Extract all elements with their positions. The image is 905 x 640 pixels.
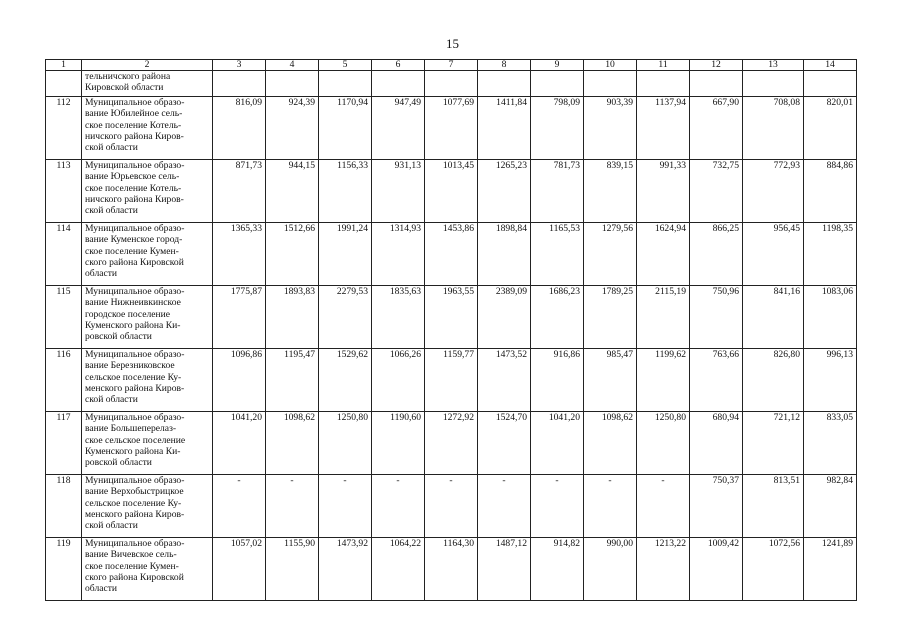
value-cell: -	[637, 475, 690, 538]
municipality-name-line: вание Куменское город-	[85, 234, 183, 246]
value-cell: 798,09	[531, 97, 584, 160]
value-cell: 1487,12	[478, 538, 531, 601]
municipality-name-line: вание Верхобыстрицкое	[85, 486, 184, 498]
municipality-name-line: вание Вичевское сель-	[85, 549, 177, 561]
value-cell: 1898,84	[478, 223, 531, 286]
value-cell: 1963,55	[425, 286, 478, 349]
value-cell: 841,16	[743, 286, 804, 349]
value-cell: 871,73	[213, 160, 266, 223]
value-cell	[743, 71, 804, 97]
municipality-name-line: области	[85, 268, 118, 280]
column-header: 14	[804, 60, 857, 71]
value-cell: 772,93	[743, 160, 804, 223]
value-cell: 1789,25	[584, 286, 637, 349]
municipality-name	[82, 223, 213, 286]
value-cell: 826,80	[743, 349, 804, 412]
row-number: 115	[46, 286, 82, 349]
municipality-name-line: Куменского района Ки-	[85, 445, 181, 457]
value-cell: 781,73	[531, 160, 584, 223]
column-header: 12	[690, 60, 743, 71]
value-cell: 1893,83	[266, 286, 319, 349]
value-cell: 1473,92	[319, 538, 372, 601]
value-cell: 956,45	[743, 223, 804, 286]
value-cell: 763,66	[690, 349, 743, 412]
row-number: 114	[46, 223, 82, 286]
table-row	[46, 160, 857, 223]
column-header: 11	[637, 60, 690, 71]
value-cell: 1165,53	[531, 223, 584, 286]
value-cell	[319, 71, 372, 97]
value-cell: 820,01	[804, 97, 857, 160]
value-cell: 916,86	[531, 349, 584, 412]
value-cell: 1529,62	[319, 349, 372, 412]
value-cell: 1411,84	[478, 97, 531, 160]
value-cell: 1453,86	[425, 223, 478, 286]
value-cell: 1524,70	[478, 412, 531, 475]
municipality-name-line: ское сельское поселение	[85, 434, 186, 446]
municipality-name-line: ское поселение Кумен-	[85, 560, 179, 572]
column-header: 6	[372, 60, 425, 71]
municipality-name-line: вание Юрьевское сель-	[85, 171, 180, 183]
row-number: 112	[46, 97, 82, 160]
value-cell: 813,51	[743, 475, 804, 538]
value-cell: 1314,93	[372, 223, 425, 286]
municipality-name-line: Муниципальное образо-	[85, 286, 185, 297]
value-cell: 1064,22	[372, 538, 425, 601]
column-header: 4	[266, 60, 319, 71]
value-cell: -	[531, 475, 584, 538]
municipality-name-line: городское поселение	[85, 308, 171, 320]
value-cell: 985,47	[584, 349, 637, 412]
table-row	[46, 412, 857, 475]
table-row	[46, 71, 857, 97]
value-cell	[478, 71, 531, 97]
municipality-name	[82, 71, 213, 97]
value-cell: 944,15	[266, 160, 319, 223]
row-number: 113	[46, 160, 82, 223]
value-cell: 680,94	[690, 412, 743, 475]
value-cell: -	[425, 475, 478, 538]
value-cell: 833,05	[804, 412, 857, 475]
municipality-name-line: ского района Кировской	[85, 571, 184, 583]
value-cell: 1512,66	[266, 223, 319, 286]
table-row	[46, 475, 857, 538]
value-cell: 1272,92	[425, 412, 478, 475]
column-header: 13	[743, 60, 804, 71]
value-cell: 667,90	[690, 97, 743, 160]
value-cell: 1077,69	[425, 97, 478, 160]
column-header: 5	[319, 60, 372, 71]
value-cell	[425, 71, 478, 97]
value-cell: 1096,86	[213, 349, 266, 412]
value-cell	[804, 71, 857, 97]
value-cell: 866,25	[690, 223, 743, 286]
municipality-name-line: ничского района Киров-	[85, 130, 184, 142]
municipality-name-line: Муниципальное образо-	[85, 475, 185, 486]
municipality-name-line: Муниципальное образо-	[85, 349, 185, 360]
table-row	[46, 223, 857, 286]
municipality-name-line: Муниципальное образо-	[85, 97, 185, 108]
value-cell: 1775,87	[213, 286, 266, 349]
municipality-name-line: ское поселение Котель-	[85, 119, 182, 131]
value-cell	[531, 71, 584, 97]
municipality-name-line: ской области	[85, 142, 138, 154]
value-cell	[690, 71, 743, 97]
municipality-name-line: ской области	[85, 520, 138, 532]
value-cell: 1195,47	[266, 349, 319, 412]
value-cell: 1365,33	[213, 223, 266, 286]
value-cell: 708,08	[743, 97, 804, 160]
value-cell: 1083,06	[804, 286, 857, 349]
value-cell: 1057,02	[213, 538, 266, 601]
value-cell: 750,37	[690, 475, 743, 538]
row-number: 116	[46, 349, 82, 412]
value-cell: 924,39	[266, 97, 319, 160]
value-cell: 1686,23	[531, 286, 584, 349]
municipality-name-line: менского района Киров-	[85, 508, 185, 520]
municipality-name-line: Муниципальное образо-	[85, 538, 185, 549]
municipality-name	[82, 412, 213, 475]
value-cell: 1098,62	[584, 412, 637, 475]
municipality-name	[82, 349, 213, 412]
value-cell	[213, 71, 266, 97]
value-cell: -	[266, 475, 319, 538]
value-cell: 839,15	[584, 160, 637, 223]
municipality-name	[82, 97, 213, 160]
value-cell: -	[319, 475, 372, 538]
municipality-name	[82, 286, 213, 349]
row-number: 117	[46, 412, 82, 475]
municipality-name-line: ское поселение Котель-	[85, 182, 182, 194]
table-row	[46, 349, 857, 412]
value-cell: 1991,24	[319, 223, 372, 286]
column-header: 8	[478, 60, 531, 71]
value-cell: 903,39	[584, 97, 637, 160]
value-cell: 1013,45	[425, 160, 478, 223]
value-cell: 1041,20	[531, 412, 584, 475]
municipality-name-line: тельничского района	[85, 71, 171, 82]
value-cell: 2389,09	[478, 286, 531, 349]
municipality-name-line: ского района Кировской	[85, 256, 184, 268]
column-header: 1	[46, 60, 82, 71]
municipality-name-line: менского района Киров-	[85, 382, 185, 394]
page-number: 15	[446, 36, 459, 51]
value-cell: 991,33	[637, 160, 690, 223]
value-cell: 1072,56	[743, 538, 804, 601]
value-cell	[372, 71, 425, 97]
table-row	[46, 538, 857, 601]
municipality-name-line: сельское поселение Ку-	[85, 497, 182, 509]
value-cell: 1137,94	[637, 97, 690, 160]
value-cell: 1170,94	[319, 97, 372, 160]
value-cell: 1250,80	[319, 412, 372, 475]
municipality-name-line: ничского района Киров-	[85, 193, 184, 205]
value-cell: 1009,42	[690, 538, 743, 601]
tariff-table	[45, 59, 857, 601]
value-cell: 1098,62	[266, 412, 319, 475]
value-cell: 2115,19	[637, 286, 690, 349]
value-cell: 816,09	[213, 97, 266, 160]
value-cell	[637, 71, 690, 97]
value-cell: 996,13	[804, 349, 857, 412]
municipality-name-line: вание Нижнеивкинское	[85, 297, 181, 309]
value-cell: 732,75	[690, 160, 743, 223]
value-cell: -	[478, 475, 531, 538]
value-cell: -	[372, 475, 425, 538]
row-number	[46, 71, 82, 97]
municipality-name-line: ской области	[85, 394, 138, 406]
municipality-name-line: ское поселение Кумен-	[85, 245, 179, 257]
municipality-name-line: Муниципальное образо-	[85, 412, 185, 423]
value-cell: 1241,89	[804, 538, 857, 601]
value-cell: 1624,94	[637, 223, 690, 286]
value-cell: 1164,30	[425, 538, 478, 601]
table-row	[46, 97, 857, 160]
value-cell: 1190,60	[372, 412, 425, 475]
value-cell	[266, 71, 319, 97]
value-cell: 1199,62	[637, 349, 690, 412]
value-cell: 1159,77	[425, 349, 478, 412]
value-cell: 1213,22	[637, 538, 690, 601]
value-cell: 1279,56	[584, 223, 637, 286]
column-header: 9	[531, 60, 584, 71]
municipality-name-line: ской области	[85, 205, 138, 217]
value-cell: 982,84	[804, 475, 857, 538]
municipality-name	[82, 160, 213, 223]
value-cell: 721,12	[743, 412, 804, 475]
value-cell: 1835,63	[372, 286, 425, 349]
value-cell: 1473,52	[478, 349, 531, 412]
value-cell: 2279,53	[319, 286, 372, 349]
municipality-name	[82, 475, 213, 538]
column-header: 2	[82, 60, 213, 71]
column-header: 10	[584, 60, 637, 71]
value-cell: 750,96	[690, 286, 743, 349]
value-cell: 1066,26	[372, 349, 425, 412]
value-cell: 1041,20	[213, 412, 266, 475]
municipality-name-line: вание Большеперелаз-	[85, 423, 177, 435]
value-cell: 947,49	[372, 97, 425, 160]
value-cell: 990,00	[584, 538, 637, 601]
value-cell: -	[213, 475, 266, 538]
municipality-name-line: Куменского района Ки-	[85, 319, 181, 331]
value-cell: 914,82	[531, 538, 584, 601]
municipality-name-line: ровской области	[85, 457, 152, 469]
value-cell: 1155,90	[266, 538, 319, 601]
municipality-name-line: сельское поселение Ку-	[85, 371, 182, 383]
column-header: 7	[425, 60, 478, 71]
row-number: 119	[46, 538, 82, 601]
value-cell: 1198,35	[804, 223, 857, 286]
municipality-name	[82, 538, 213, 601]
value-cell	[584, 71, 637, 97]
municipality-name-line: вание Юбилейное сель-	[85, 108, 183, 120]
column-number-row	[46, 60, 857, 71]
municipality-name-line: области	[85, 583, 118, 595]
value-cell: 884,86	[804, 160, 857, 223]
value-cell: 1250,80	[637, 412, 690, 475]
table-row	[46, 286, 857, 349]
municipality-name-line: вание Березниковское	[85, 360, 175, 372]
column-header: 3	[213, 60, 266, 71]
municipality-name-line: Муниципальное образо-	[85, 160, 185, 171]
municipality-name-line: Кировской области	[85, 82, 164, 94]
municipality-name-line: Муниципальное образо-	[85, 223, 185, 234]
row-number: 118	[46, 475, 82, 538]
value-cell: 931,13	[372, 160, 425, 223]
municipality-name-line: ровской области	[85, 331, 152, 343]
value-cell: 1265,23	[478, 160, 531, 223]
value-cell: 1156,33	[319, 160, 372, 223]
value-cell: -	[584, 475, 637, 538]
